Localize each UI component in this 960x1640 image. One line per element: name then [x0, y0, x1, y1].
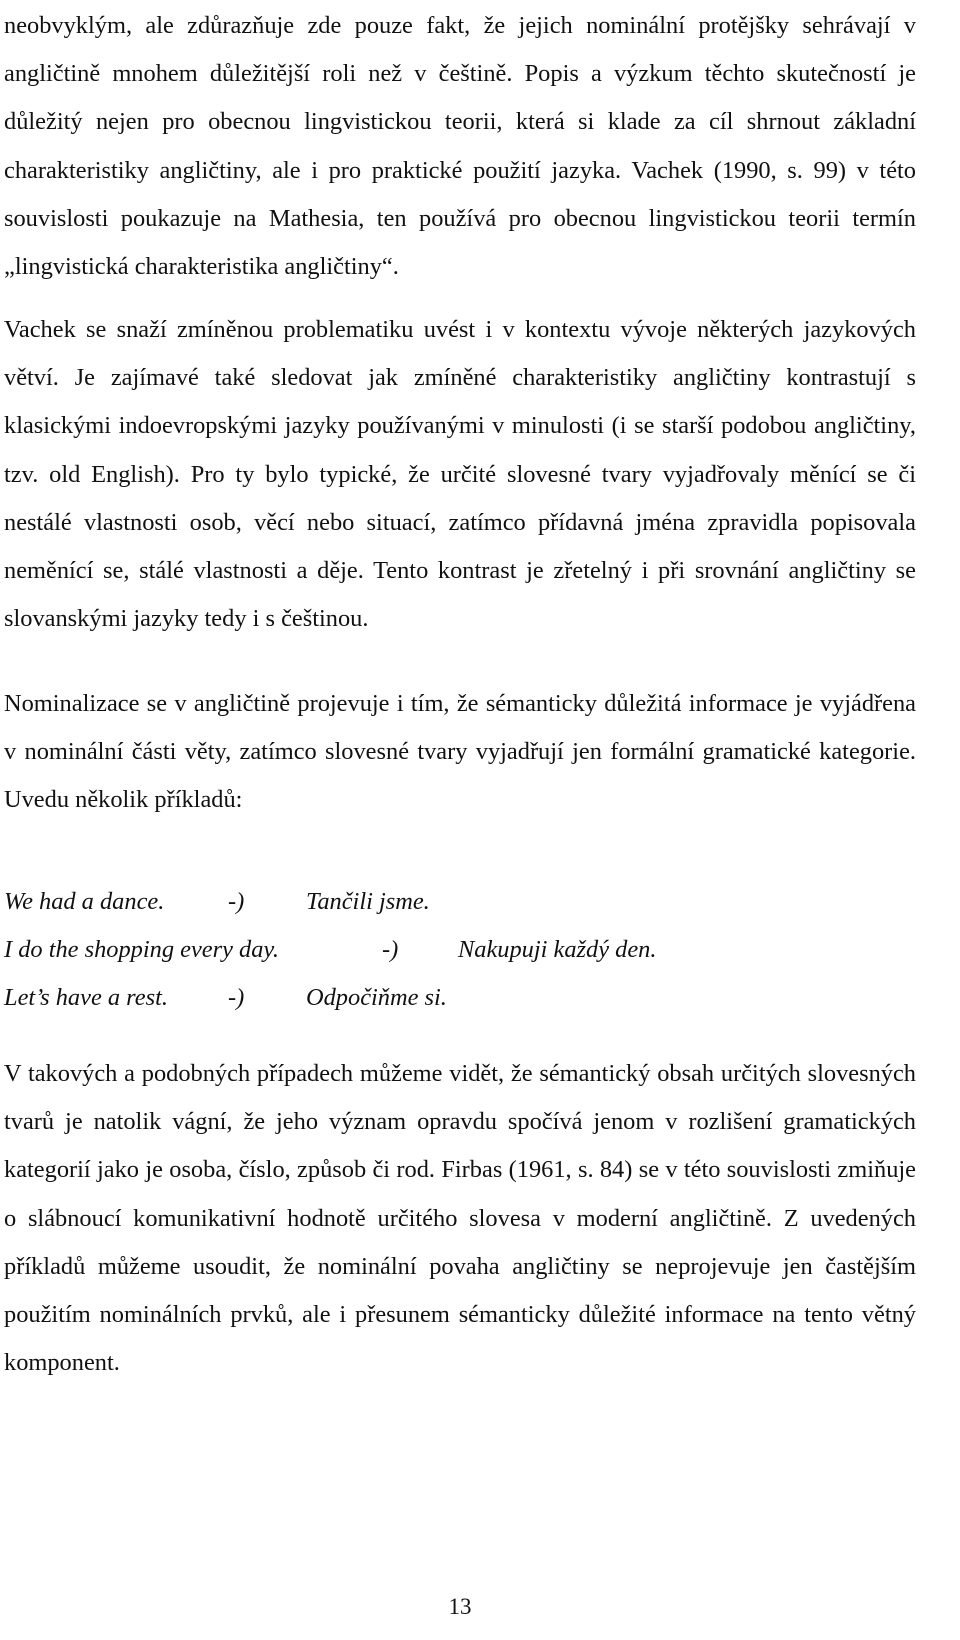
- paragraph-nominalization: Nominalizace se v angličtině projevuje i tím, že sémanticky důležitá informace je vyjádřena v nominální části věty, zatímco slovesné tvary vyjadřují jen formální gramatické kategorie. Uvedu několik příkladů:: [4, 690, 916, 814]
- paragraph-intro-continued: neobvyklým, ale zdůrazňuje zde pouze fakt, že jejich nominální protějšky sehrávají v angličtině mnohem důležitější roli než v češtině. Popis a výzkum těchto skutečností je důležitý nejen pro obecnou lingvistickou teorii, která si klade za cíl shrnout základní charakteristiky angličtiny, ale i pro praktické použití jazyka. Vachek (1990, s. 99) v této souvislosti poukazuje na Mathesia, ten používá pro obecnou lingvistickou teorii termín „lingvistická charakteristika angličtiny“.: [4, 12, 916, 281]
- example-english: Let’s have a rest.: [4, 984, 168, 1011]
- example-arrow: -): [228, 888, 245, 915]
- page-number: 13: [448, 1594, 472, 1619]
- paragraph-semantic-content: V takových a podobných případech můžeme vidět, že sémantický obsah určitých slovesných tvarů je natolik vágní, že jeho význam opravdu spočívá jenom v rozlišení gramatických kategorií jako je osoba, číslo, způsob či rod. Firbas (1961, s. 84) se v této souvislosti zmiňuje o slábnoucí komunikativní hodnotě určitého slovesa v moderní angličtině. Z uvedených příkladů můžeme usoudit, že nominální povaha angličtiny se neprojevuje jen častějším použitím nominálních prvků, ale i přesunem sémanticky důležité informace na tento větný komponent.: [4, 1060, 916, 1377]
- example-english: I do the shopping every day.: [4, 936, 280, 963]
- example-english: We had a dance.: [4, 888, 165, 915]
- example-czech: Nakupuji každý den.: [458, 936, 657, 963]
- example-czech: Tančili jsme.: [306, 888, 430, 915]
- example-arrow: -): [228, 984, 245, 1011]
- example-czech: Odpočiňme si.: [306, 984, 447, 1011]
- paragraph-vachek-development: Vachek se snaží zmíněnou problematiku uvést i v kontextu vývoje některých jazykových větví. Je zajímavé také sledovat jak zmíněné charakteristiky angličtiny kontrastují s klasickými indoevropskými jazyky používanými v minulosti (i se starší podobou angličtiny, tzv. old English). Pro ty bylo typické, že určité slovesné tvary vyjadřovaly měnící se či nestálé vlastnosti osob, věcí nebo situací, zatímco přídavná jména zpravidla popisovala neměnící se, stálé vlastnosti a děje. Tento kontrast je zřetelný i při srovnání angličtiny se slovanskými jazyky tedy i s češtinou.: [4, 316, 916, 633]
- example-arrow: -): [382, 936, 399, 963]
